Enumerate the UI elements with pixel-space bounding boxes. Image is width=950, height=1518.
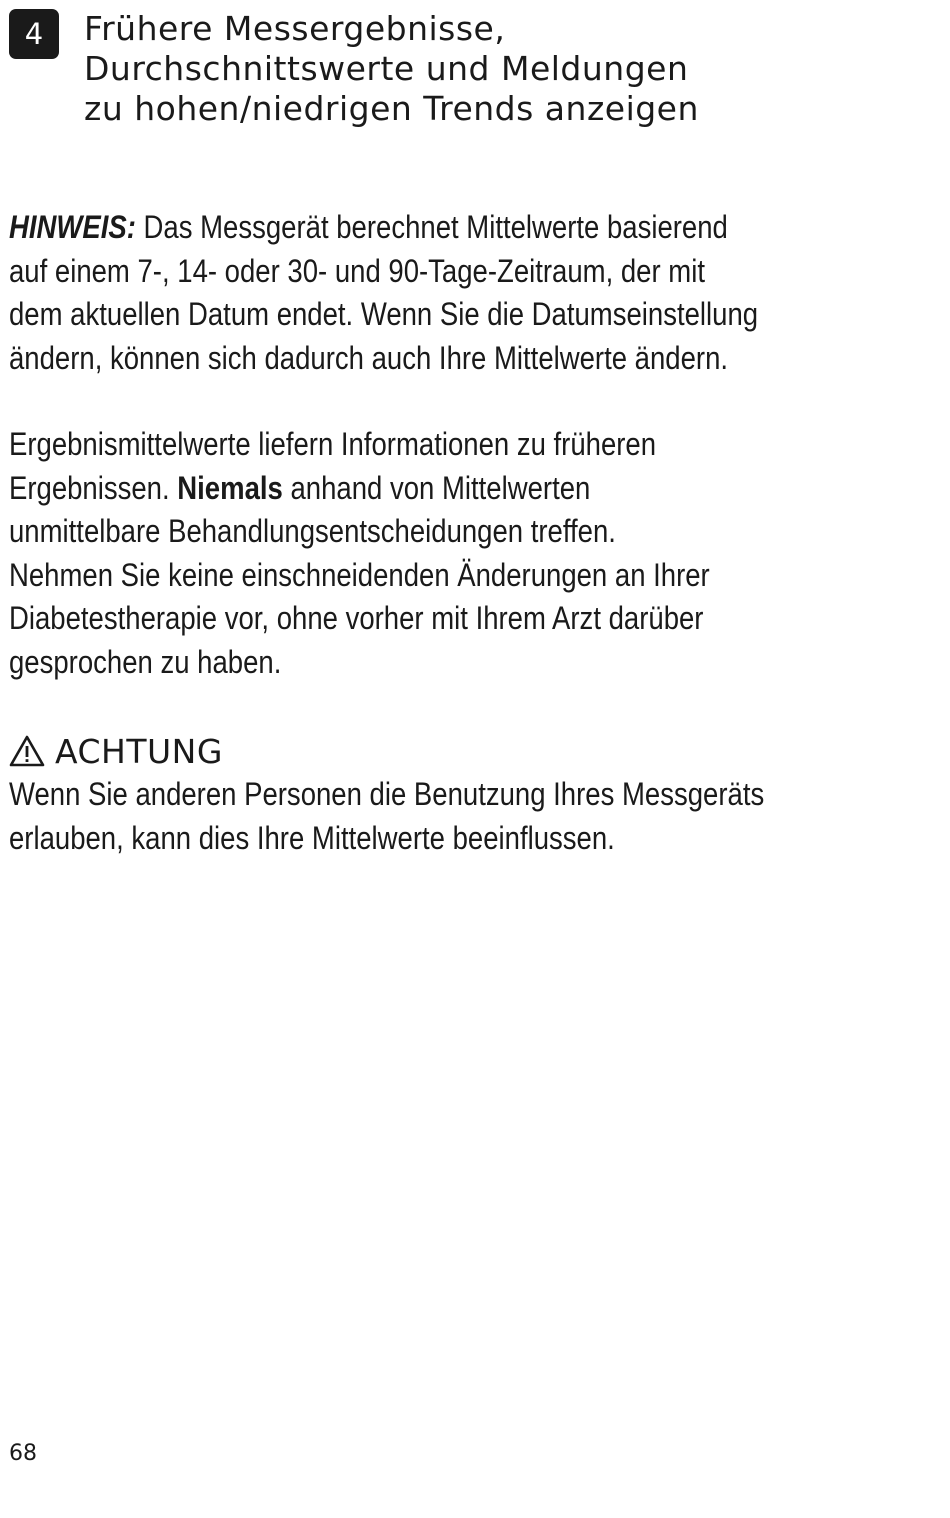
averages-info-paragraph bbox=[9, 423, 710, 684]
note-text: Das Messgerät berechnet Mittelwerte basierend bbox=[135, 209, 728, 245]
note-line: auf einem 7-, 14- oder 30- und 90-Tage-Zeitraum, der mit bbox=[9, 252, 705, 289]
warning-triangle-icon bbox=[9, 735, 45, 767]
note-line: ändern, können sich dadurch auch Ihre Mittelwerte ändern. bbox=[9, 339, 729, 376]
paragraph-line: unmittelbare Behandlungsentscheidungen treffen. bbox=[9, 513, 616, 549]
paragraph-line: Diabetestherapie vor, ohne vorher mit Ihrem Arzt darüber bbox=[9, 600, 704, 636]
note-paragraph bbox=[9, 206, 758, 380]
page-title-line: Durchschnittswerte und Meldungen bbox=[84, 49, 689, 88]
paragraph-line bbox=[9, 467, 710, 511]
caution-line: erlauben, kann dies Ihre Mittelwerte beeinflussen. bbox=[9, 819, 615, 856]
paragraph-line: gesprochen zu haben. bbox=[9, 643, 282, 680]
caution-title: ACHTUNG bbox=[55, 731, 223, 771]
page-title-line: Frühere Messergebnisse, bbox=[84, 9, 506, 48]
caution-heading bbox=[9, 729, 223, 773]
emphasis-text: Niemals bbox=[177, 469, 283, 506]
page-title bbox=[84, 9, 699, 129]
paragraph-text: anhand von Mittelwerten bbox=[282, 469, 591, 506]
paragraph-line: Nehmen Sie keine einschneidenden Änderungen an Ihrer bbox=[9, 556, 710, 593]
note-line bbox=[9, 206, 758, 250]
chapter-number-badge: 4 bbox=[9, 9, 59, 59]
caution-line: Wenn Sie anderen Personen die Benutzung Ihres Messgeräts bbox=[9, 776, 765, 812]
page-title-line: zu hohen/niedrigen Trends anzeigen bbox=[84, 89, 699, 128]
note-label: HINWEIS: bbox=[9, 209, 136, 245]
paragraph-line: Ergebnismittelwerte liefern Informationen zu früheren bbox=[9, 426, 657, 462]
page-number: 68 bbox=[9, 1441, 37, 1466]
caution-paragraph bbox=[9, 773, 764, 860]
paragraph-text: Ergebnissen. bbox=[9, 469, 178, 506]
note-line: dem aktuellen Datum endet. Wenn Sie die Datumseinstellung bbox=[9, 296, 759, 332]
